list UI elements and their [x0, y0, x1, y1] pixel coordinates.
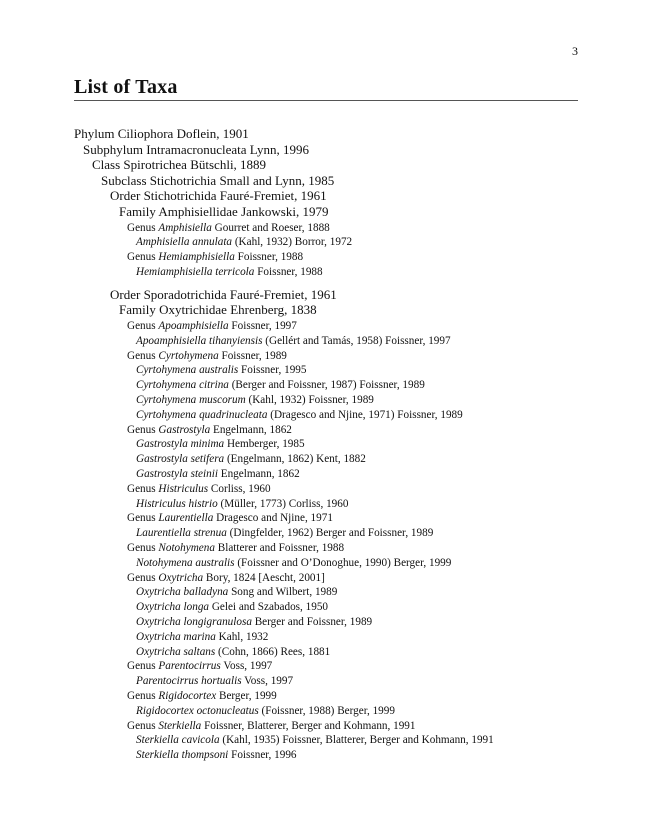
page-number: 3	[572, 44, 578, 58]
taxon-name: Rigidocortex octonucleatus	[136, 704, 259, 717]
taxon-authority: Fauré-Fremiet, 1961	[229, 286, 337, 302]
title-rule	[74, 100, 578, 101]
taxon-rank: Genus	[127, 719, 156, 732]
taxon-name: Amphisiellidae	[158, 204, 238, 219]
taxon-name: Oxytricha longigranulosa	[136, 616, 252, 628]
taxon-authority: (Kahl, 1932) Foissner, 1989	[248, 394, 374, 406]
taxon-row	[110, 287, 337, 303]
taxon-name: Intramacronucleata	[146, 141, 247, 157]
taxon-authority: Voss, 1997	[223, 660, 273, 673]
taxon-row	[136, 629, 268, 645]
taxon-row	[127, 658, 272, 674]
taxon-rank: Subclass	[101, 172, 147, 188]
taxon-name: Cyrtohymena muscorum	[136, 394, 246, 406]
taxon-name: Sterkiella	[158, 719, 202, 732]
taxon-authority: (Müller, 1773) Corliss, 1960	[220, 497, 349, 510]
taxon-authority: Foissner, 1995	[241, 364, 307, 377]
taxon-row	[127, 481, 271, 497]
taxon-rank: Subphylum	[83, 141, 143, 157]
taxon-authority: Song and Wilbert, 1989	[231, 586, 338, 599]
taxon-rank: Genus	[127, 571, 156, 584]
taxon-row	[136, 703, 395, 719]
taxon-row	[136, 584, 337, 600]
taxon-row	[136, 644, 330, 660]
taxon-authority: Engelmann, 1862	[220, 468, 300, 480]
taxon-authority: (Berger and Foissner, 1987) Foissner, 1989	[231, 379, 425, 392]
taxon-row	[127, 688, 277, 704]
taxon-authority: Hemberger, 1985	[226, 438, 305, 451]
taxon-authority: (Engelmann, 1862) Kent, 1882	[226, 453, 366, 466]
taxon-name: Sterkiella cavicola	[136, 734, 220, 747]
taxon-name: Cyrtohymena citrina	[136, 379, 229, 392]
taxon-authority: Foissner, Blatterer, Berger and Kohmann, 1991	[204, 719, 416, 732]
taxon-rank: Genus	[127, 251, 156, 264]
taxon-rank: Family	[119, 204, 156, 219]
taxon-row	[136, 496, 348, 512]
taxon-row	[136, 599, 328, 615]
taxon-rank: Genus	[127, 349, 156, 362]
taxon-row	[136, 614, 372, 630]
taxon-rank: Genus	[127, 690, 156, 702]
taxon-rank: Genus	[127, 512, 156, 525]
taxon-name: Laurentiella	[158, 512, 214, 525]
taxon-authority: Foissner, 1988	[237, 251, 304, 264]
taxon-authority: Berger and Foissner, 1989	[254, 616, 373, 628]
taxon-name: Gastrostyla	[158, 423, 211, 436]
taxon-name: Stichotrichida	[143, 188, 217, 204]
taxon-authority: Small and Lynn, 1985	[219, 172, 335, 188]
taxon-rank: Genus	[127, 482, 156, 495]
taxon-name: Stichotrichia	[149, 172, 217, 188]
taxon-rank: Genus	[127, 423, 156, 436]
taxon-name: Apoamphisiella	[158, 320, 229, 332]
taxon-row	[136, 747, 297, 763]
taxon-authority: Kahl, 1932	[218, 630, 269, 643]
taxon-authority: Foissner, 1997	[231, 320, 297, 332]
taxon-row	[110, 188, 327, 204]
taxon-name: Amphisiella	[158, 221, 212, 234]
taxon-authority: Gelei and Szabados, 1950	[211, 601, 329, 614]
taxon-authority: (Dragesco and Njine, 1971) Foissner, 1989	[270, 408, 463, 421]
taxon-row	[119, 302, 317, 318]
taxon-rank: Phylum	[74, 126, 115, 141]
taxon-row	[83, 142, 309, 158]
taxon-authority: Gourret and Roeser, 1888	[214, 221, 330, 234]
taxon-authority: Blatterer and Foissner, 1988	[217, 542, 345, 554]
taxon-authority: (Foissner and O’Donoghue, 1990) Berger, 1999	[237, 556, 452, 569]
taxon-rank: Order	[110, 188, 141, 204]
taxon-row	[136, 333, 451, 349]
taxon-name: Oxytricha balladyna	[136, 586, 229, 599]
taxon-rank: Genus	[127, 542, 156, 554]
taxon-name: Sporadotrichida	[143, 286, 227, 302]
taxon-name: Hemiamphisiella terricola	[136, 266, 255, 278]
taxon-row	[136, 555, 451, 571]
taxon-row	[136, 732, 494, 748]
taxon-authority: Foissner, 1996	[231, 749, 297, 762]
taxon-name: Notohymena australis	[136, 556, 235, 569]
taxon-row	[127, 422, 292, 438]
taxon-name: Oxytricha longa	[136, 601, 210, 614]
taxon-row	[127, 249, 303, 265]
taxon-authority: Engelmann, 1862	[212, 423, 292, 436]
taxon-name: Gastrostyla setifera	[136, 453, 225, 466]
taxon-authority: Dragesco and Njine, 1971	[216, 512, 333, 525]
taxon-authority: (Dingfelder, 1962) Berger and Foissner, 1989	[229, 527, 434, 540]
taxon-authority: Corliss, 1960	[210, 482, 271, 495]
taxon-name: Rigidocortex	[158, 690, 217, 702]
taxon-name: Oxytricha saltans	[136, 645, 216, 658]
taxon-row	[74, 126, 249, 142]
taxon-authority: Berger, 1999	[218, 690, 277, 702]
taxon-row	[127, 718, 415, 734]
taxon-name: Spirotrichea	[123, 157, 187, 173]
taxon-row	[127, 510, 333, 526]
taxon-row	[127, 318, 297, 334]
taxon-authority: Bütschli, 1889	[190, 157, 267, 173]
taxon-name: Oxytrichidae	[159, 302, 227, 318]
taxon-authority: Voss, 1997	[244, 675, 294, 688]
taxon-name: Cyrtohymena	[158, 349, 219, 362]
taxon-name: Histriculus	[158, 482, 209, 495]
taxon-row	[127, 540, 344, 556]
taxon-name: Histriculus histrio	[136, 497, 218, 510]
taxon-row	[101, 173, 334, 189]
taxon-authority: (Gellért and Tamás, 1958) Foissner, 1997	[265, 334, 451, 347]
taxon-row	[136, 234, 352, 250]
taxon-authority: (Kahl, 1932) Borror, 1972	[234, 236, 353, 249]
taxon-row	[136, 673, 293, 689]
taxon-name: Sterkiella thompsoni	[136, 749, 229, 762]
taxon-authority: Bory, 1824 [Aescht, 2001]	[205, 571, 325, 584]
page-title: List of Taxa	[74, 76, 178, 98]
taxon-authority: Foissner, 1988	[257, 266, 323, 278]
taxon-name: Parentocirrus hortualis	[136, 675, 242, 688]
taxon-authority: (Foissner, 1988) Berger, 1999	[261, 704, 395, 717]
taxon-authority: (Kahl, 1935) Foissner, Blatterer, Berger and Kohmann, 1991	[222, 734, 494, 747]
taxon-authority: (Cohn, 1866) Rees, 1881	[218, 645, 331, 658]
taxon-name: Gastrostyla minima	[136, 438, 225, 451]
taxon-name: Cyrtohymena quadrinucleata	[136, 408, 268, 421]
taxon-name: Laurentiella strenua	[136, 527, 227, 540]
taxon-row	[127, 220, 330, 236]
taxon-row	[136, 407, 463, 423]
taxon-row	[136, 362, 306, 378]
taxon-row	[136, 466, 300, 482]
taxon-row	[119, 204, 328, 220]
taxon-row	[92, 157, 266, 173]
taxon-row	[136, 451, 366, 467]
taxon-rank: Genus	[127, 221, 156, 234]
taxon-name: Parentocirrus	[158, 660, 221, 673]
taxon-name: Ciliophora	[117, 126, 174, 141]
taxon-rank: Order	[110, 286, 141, 302]
taxon-name: Apoamphisiella tihanyiensis	[136, 334, 263, 347]
taxon-authority: Doflein, 1901	[176, 126, 249, 141]
taxon-row	[136, 436, 305, 452]
taxon-row	[136, 377, 425, 393]
taxon-authority: Lynn, 1996	[249, 141, 310, 157]
taxon-name: Oxytricha marina	[136, 630, 216, 643]
taxon-rank: Family	[119, 302, 156, 318]
taxon-name: Gastrostyla steinii	[136, 468, 218, 480]
taxon-rank: Class	[92, 157, 121, 173]
taxon-authority: Ehrenberg, 1838	[230, 302, 317, 318]
taxon-authority: Jankowski, 1979	[241, 204, 329, 219]
taxon-row	[136, 525, 433, 541]
taxon-row	[127, 570, 325, 586]
taxon-authority: Foissner, 1989	[221, 349, 287, 362]
taxon-name: Notohymena	[158, 542, 215, 554]
taxon-name: Amphisiella annulata	[136, 236, 233, 249]
taxon-rank: Genus	[127, 660, 156, 673]
taxon-row	[127, 348, 287, 364]
taxon-name: Hemiamphisiella	[158, 251, 235, 264]
taxon-row	[136, 264, 323, 280]
taxon-authority: Fauré-Fremiet, 1961	[219, 188, 327, 204]
taxon-rank: Genus	[127, 320, 156, 332]
taxon-row	[136, 392, 374, 408]
taxon-name: Oxytricha	[158, 571, 204, 584]
taxon-name: Cyrtohymena australis	[136, 364, 239, 377]
